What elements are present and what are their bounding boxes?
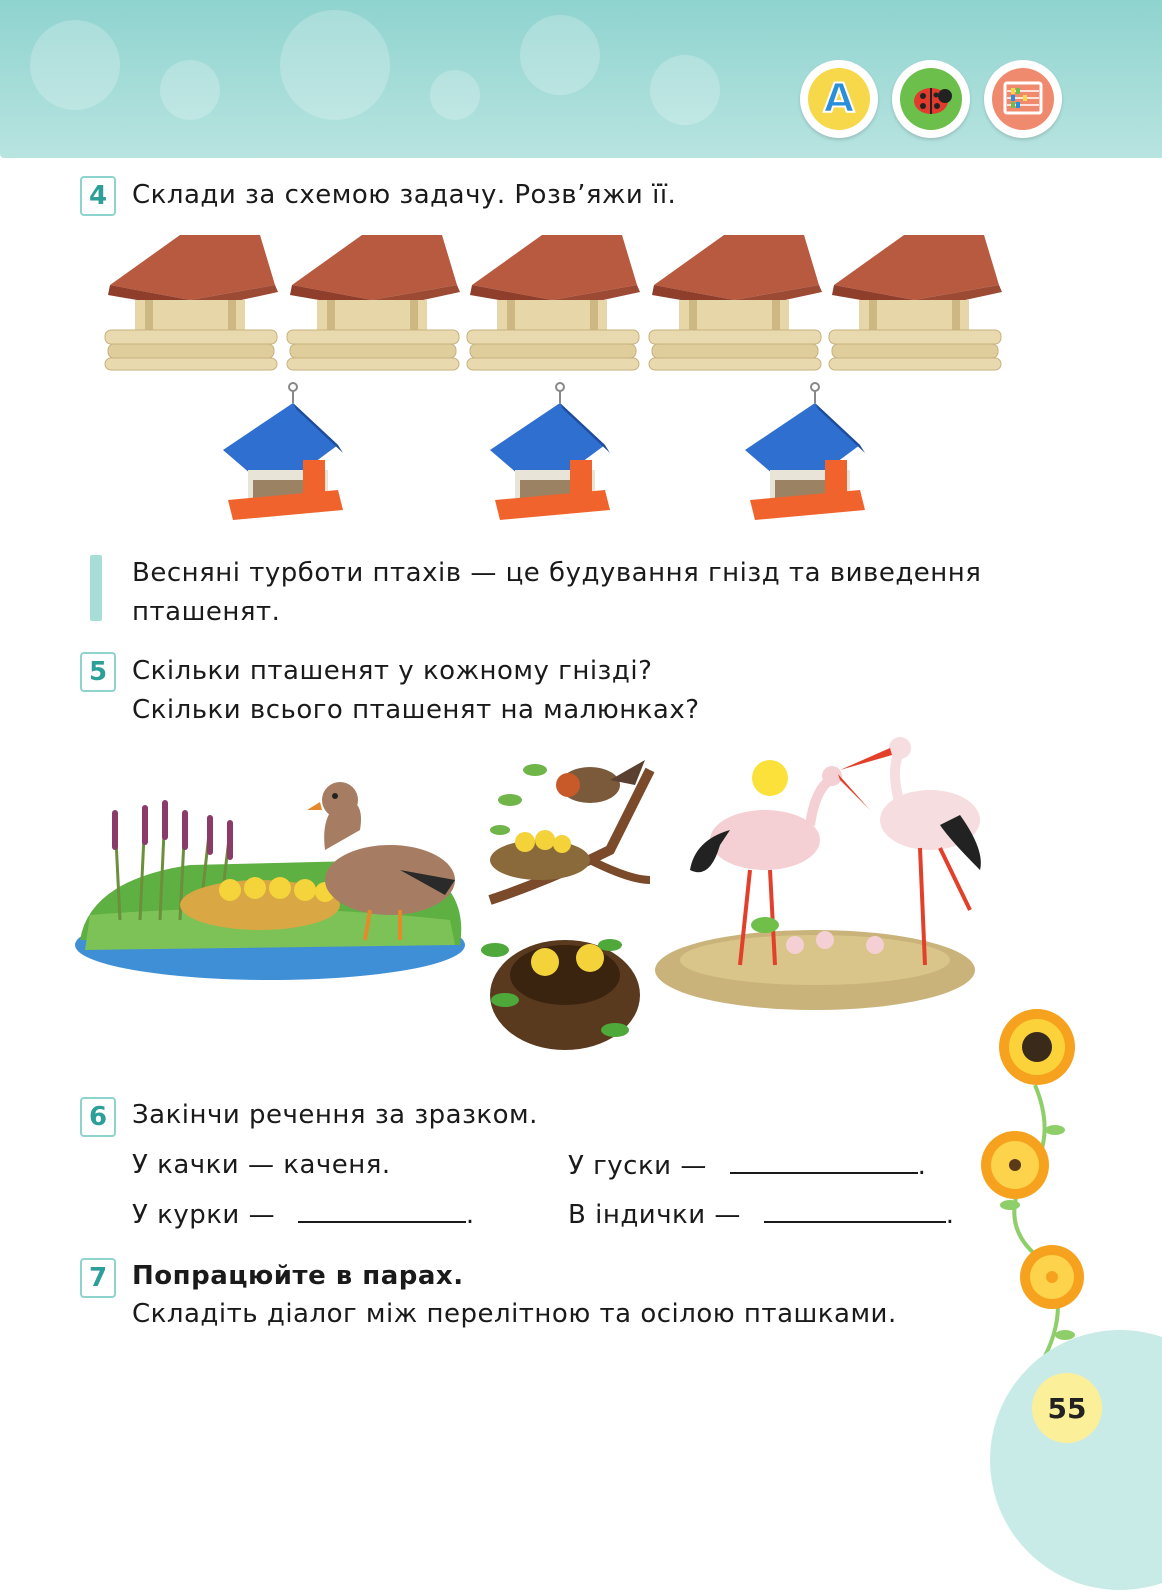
duck-nest-illustration bbox=[75, 782, 465, 980]
task-6-text: Закінчи речення за зразком. bbox=[132, 1100, 538, 1130]
birdhouses-illustration bbox=[100, 230, 1010, 520]
task-5-number: 5 bbox=[80, 652, 116, 692]
abacus-icon bbox=[984, 60, 1062, 138]
task-7-text: Складіть діалог між перелітною та осілою пташками. bbox=[132, 1299, 897, 1329]
answer-blank-3[interactable] bbox=[764, 1199, 946, 1223]
daisy-icon bbox=[981, 1131, 1049, 1199]
answer-blank-1[interactable] bbox=[730, 1150, 918, 1174]
answer-dot-2: . bbox=[465, 1200, 475, 1230]
note-bar bbox=[90, 555, 102, 621]
page-number: 55 bbox=[1032, 1373, 1102, 1443]
task-4-text: Склади за схемою задачу. Розв’яжи її. bbox=[132, 180, 677, 210]
nests-illustration bbox=[70, 730, 990, 1060]
task-6-row1-left: У качки — каченя. bbox=[132, 1150, 391, 1180]
task-4-number: 4 bbox=[80, 176, 116, 216]
task-5-line-2: Скільки всього пташенят на малюнках? bbox=[132, 695, 700, 725]
ground-nest-illustration bbox=[481, 939, 640, 1050]
answer-dot-1: . bbox=[917, 1151, 927, 1181]
flowers-decoration bbox=[970, 1005, 1100, 1375]
task-5-line-1: Скільки пташенят у кожному гнізді? bbox=[132, 656, 653, 686]
answer-dot-3: . bbox=[945, 1200, 955, 1230]
stork-nest-illustration bbox=[655, 737, 981, 1010]
branch-nest-illustration bbox=[490, 760, 650, 900]
task-6-row1-right bbox=[568, 1150, 926, 1181]
flower-icon bbox=[1020, 1245, 1084, 1309]
header-icons bbox=[800, 60, 1062, 138]
task-6-number: 6 bbox=[80, 1097, 116, 1137]
task-7-number: 7 bbox=[80, 1258, 116, 1298]
note-line-1: Весняні турботи птахів — це будування гнізд та виведення bbox=[132, 558, 982, 588]
ladybug-icon bbox=[892, 60, 970, 138]
task-6-row2-right-label: В індички — bbox=[568, 1200, 741, 1230]
task-6-row1-right-label: У гуски — bbox=[568, 1151, 707, 1181]
task-6-row2-left-label: У курки — bbox=[132, 1200, 276, 1230]
task-6-row2-right bbox=[568, 1199, 954, 1230]
sunflower-icon bbox=[999, 1009, 1075, 1085]
task-6-row2-left bbox=[132, 1199, 475, 1230]
note-line-2: пташенят. bbox=[132, 597, 281, 627]
task-7-title: Попрацюйте в парах. bbox=[132, 1261, 464, 1291]
answer-blank-2[interactable] bbox=[298, 1199, 466, 1223]
letter-a-icon: A bbox=[800, 60, 878, 138]
